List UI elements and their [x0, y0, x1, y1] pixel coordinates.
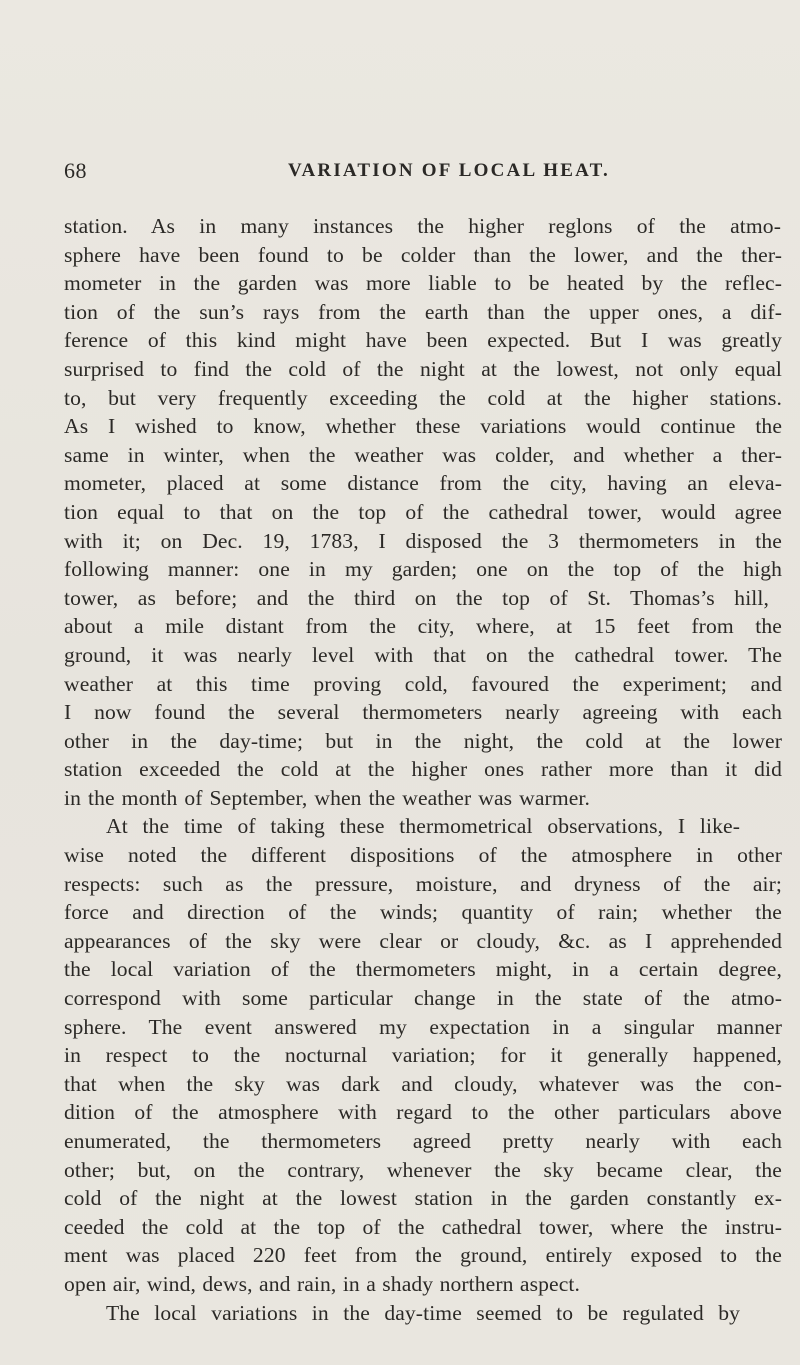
page-number: 68: [64, 158, 87, 183]
text-line: The local variations in the day-time seemed to be regulated by: [106, 1300, 740, 1325]
running-title: VARIATION OF LOCAL HEAT.: [288, 160, 611, 181]
text-line: At the time of taking these thermometrical observations, I like-: [106, 814, 740, 839]
book-page: 68 VARIATION OF LOCAL HEAT. station. As in many instances the higher reglons of the atmo- sphere have been found to be colder than the lower, and the ther- mometer in the garden was more liable to be heated by the reflec- tion of the sun’s rays from the earth than the upper ones, a dif- ference of this kind might have been expected. But I was greatly surprised to find the cold of the night at the lowest, not only equal to, but very frequently exceeding the cold at the higher stations. As I wished to know, whether these variations would continue the same in winter, when the weather was colder, and whether a ther- mometer, placed at some distance from the city, having an eleva- tion equal to that on the top of the cathedral tower, would agree with it; on Dec. 19, 1783, I disposed the 3 thermometers in the following manner: one in my garden; one on the top of the high tower, as before; and the third on the top of St. Thomas’s hill, about a mile distant from the city, where, at 15 feet from the ground, it was nearly level with that on the cathedral tower. The weather at this time proving cold, favoured the experiment; and I now found the several thermometers nearly agreeing with each other in the day-time; but in the night, the cold at the lower station exceeded the cold at the higher ones rather more than it did in the month of September, when the weather was warmer. At the time of taking these thermometrical observations, I like- wise noted the different dispositions of the atmosphere in other respects: such as the pressure, moisture, and dryness of the air; force and direction of the winds; quantity of rain; whether the appearances of the sky were clear or cloudy, &c. as I apprehended the local variation of the thermometers might, in a certain degree, correspond with some particular change in the state of the atmo- sphere. The event answered my expectation in a singular manner in respect to the nocturnal variation; for it generally happened, that when the sky was dark and cloudy, whatever was the con- dition of the atmosphere with regard to the other particulars above enumerated, the thermometers agreed pretty nearly with each other; but, on the contrary, whenever the sky became clear, the cold of the night at the lowest station in the garden constantly ex- ceeded the cold at the top of the cathedral tower, where the instru- ment was placed 220 feet from the ground, entirely exposed to the open air, wind, dews, and rain, in a shady northern aspect. The local variations in the day-time seemed to be regulated by: [0, 0, 800, 1365]
page-header: [64, 158, 764, 188]
